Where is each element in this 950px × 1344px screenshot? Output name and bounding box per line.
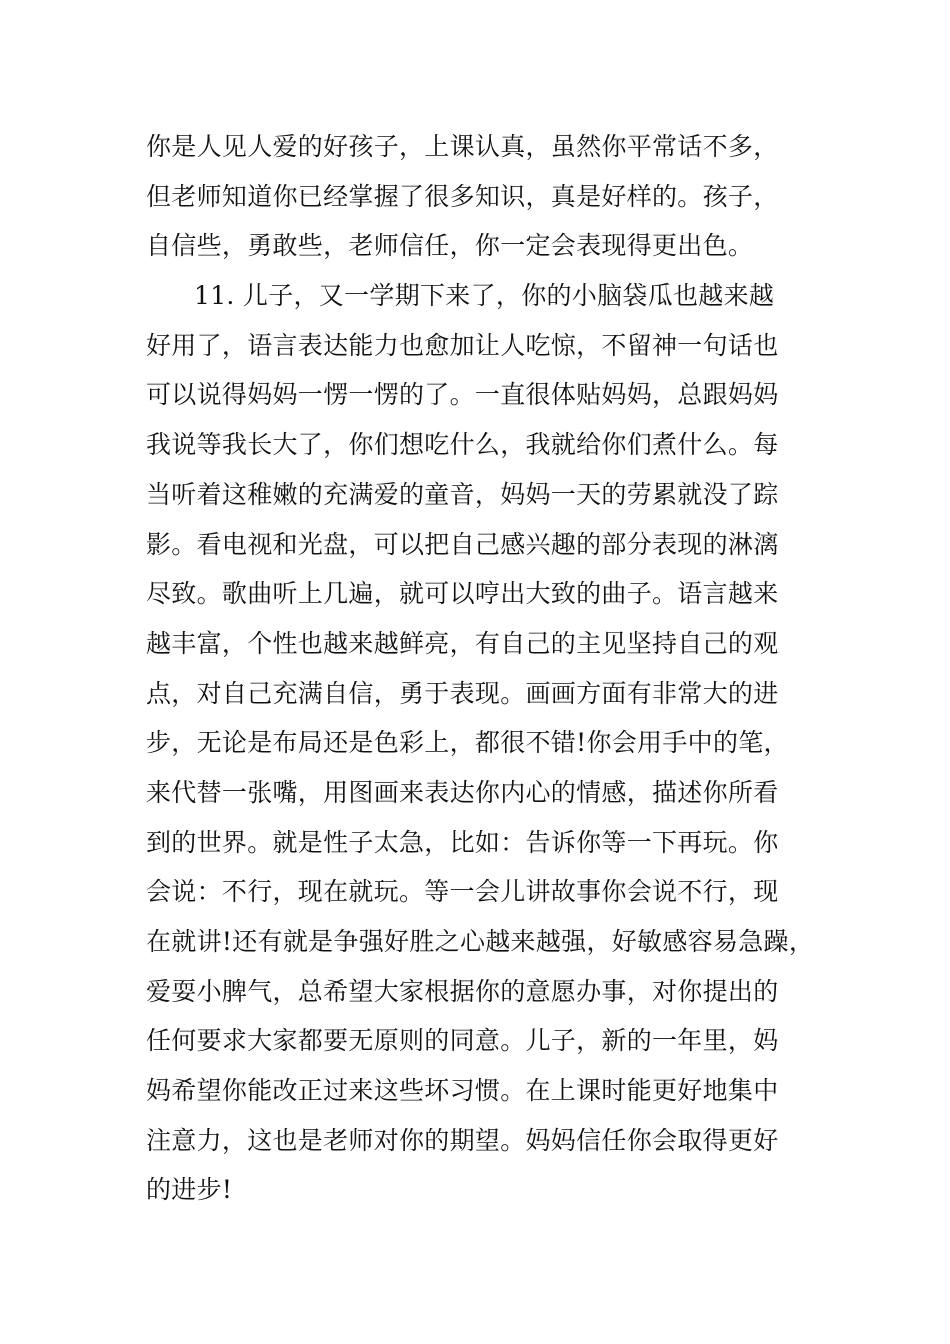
text-line: 越丰富，个性也越来越鲜亮，有自己的主见坚持自己的观 [146, 628, 779, 658]
text-line: 我说等我长大了，你们想吃什么，我就给你们煮什么。每 [146, 430, 779, 460]
text-line: 会说：不行，现在就玩。等一会儿讲故事你会说不行，现 [146, 877, 779, 907]
text-line: 好用了，语言表达能力也愈加让人吃惊，不留神一句话也 [146, 330, 779, 360]
text-line: 影。看电视和光盘，可以把自己感兴趣的部分表现的淋漓 [146, 529, 779, 559]
paragraph-start-line: 11. 儿子，又一学期下来了，你的小脑袋瓜也越来越 [194, 281, 775, 311]
text-line: 但老师知道你已经掌握了很多知识，真是好样的。孩子， [146, 181, 779, 211]
text-line: 到的世界。就是性子太急，比如：告诉你等一下再玩。你 [146, 827, 779, 857]
text-line: 自信些，勇敢些，老师信任，你一定会表现得更出色。 [146, 231, 754, 261]
text-line: 可以说得妈妈一愣一愣的了。一直很体贴妈妈，总跟妈妈 [146, 380, 779, 410]
text-line: 当听着这稚嫩的充满爱的童音，妈妈一天的劳累就没了踪 [146, 479, 779, 509]
text-line: 爱耍小脾气，总希望大家根据你的意愿办事，对你提出的 [146, 976, 779, 1006]
text-line: 你是人见人爱的好孩子，上课认真，虽然你平常话不多， [146, 132, 779, 161]
text-line: 点，对自己充满自信，勇于表现。画画方面有非常大的进 [146, 678, 779, 708]
text-line: 任何要求大家都要无原则的同意。儿子，新的一年里，妈 [146, 1026, 779, 1056]
body-text [146, 122, 846, 1215]
text-line: 在就讲!还有就是争强好胜之心越来越强，好敏感容易急躁， [146, 927, 815, 956]
text-line: 妈希望你能改正过来这些坏习惯。在上课时能更好地集中 [146, 1076, 779, 1106]
text-line: 来代替一张嘴，用图画来表达你内心的情感，描述你所看 [146, 777, 779, 807]
text-line: 尽致。歌曲听上几遍，就可以哼出大致的曲子。语言越来 [146, 579, 779, 609]
text-line: 步，无论是布局还是色彩上，都很不错!你会用手中的笔， [146, 728, 789, 758]
text-line: 注意力，这也是老师对你的期望。妈妈信任你会取得更好 [146, 1125, 779, 1155]
text-line: 的进步! [146, 1175, 233, 1205]
